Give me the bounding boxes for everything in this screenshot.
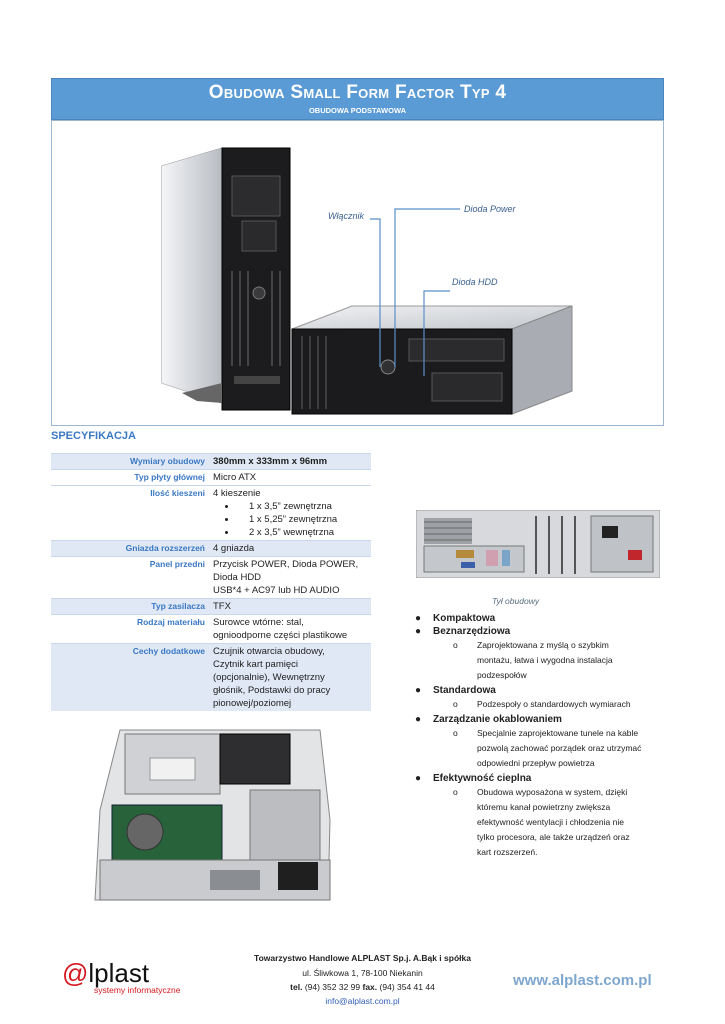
table-row (51, 599, 371, 615)
spec-key: Panel przedni (51, 557, 209, 599)
circle-bullet-icon: o (453, 699, 458, 709)
detail-line: kart rozszerzeń. (477, 847, 538, 857)
logo-tagline: systemy informatyczne (94, 985, 181, 995)
tel-label: tel. (290, 982, 303, 992)
detail-line: tylko procesora, ale także urządzeń oraz (477, 832, 630, 842)
spec-line: Czujnik otwarcia obudowy, (213, 646, 325, 657)
case-rear-photo (416, 510, 660, 578)
rear-caption: Tył obudowy (492, 596, 540, 606)
spec-line: Czytnik kart pamięci (213, 659, 298, 670)
detail-line: Obudowa wyposażona w system, dzięki (477, 787, 628, 797)
spec-line: USB*4 + AC97 lub HD AUDIO (213, 585, 340, 596)
callout-power-button: Włącznik (328, 211, 365, 221)
spec-table (51, 453, 371, 711)
feature-title: Kompaktowa (433, 613, 496, 624)
spec-value (209, 644, 371, 712)
list-item (413, 773, 673, 784)
spec-line: Surowce wtórne: stal, (213, 617, 304, 628)
spec-key: Typ płyty głównej (51, 470, 209, 486)
footer-address: ul. Śliwkowa 1, 78-100 Niekanin (302, 968, 423, 978)
list-item: • 1 x 3,5” zewnętrzna (237, 500, 367, 513)
spec-line: Przycisk POWER, Dioda POWER, (213, 559, 359, 570)
list-item (413, 714, 673, 725)
table-row (51, 615, 371, 644)
feature-title: Efektywność cieplna (433, 773, 532, 784)
detail-line: montażu, łatwa i wygodna instalacja (477, 655, 613, 665)
list-item: • 1 x 5,25” zewnętrzna (237, 513, 367, 526)
logo-at: @ (62, 958, 89, 988)
logo-name: lplast (88, 958, 150, 988)
case-front-photo (52, 121, 663, 425)
detail-line: Zaprojektowana z myślą o szybkim (477, 640, 609, 650)
table-row (51, 541, 371, 557)
circle-bullet-icon: o (453, 640, 458, 650)
bullet-icon: ● (415, 773, 422, 784)
spec-value: TFX (209, 599, 371, 615)
table-row (51, 644, 371, 712)
circle-bullet-icon: o (453, 787, 458, 797)
detail-line: Podzespoły o standardowych wymiarach (477, 699, 631, 709)
table-row (51, 454, 371, 470)
spec-line: Dioda HDD (213, 572, 262, 583)
bullet-icon: ● (415, 613, 422, 624)
bullet-icon: ● (415, 685, 422, 696)
header-banner (51, 78, 664, 120)
feature-title: Beznarzędziowa (433, 626, 511, 637)
spec-value (209, 486, 371, 541)
detail-line: Specjalnie zaprojektowane tunele na kable (477, 728, 639, 738)
spec-value-text: 4 kieszenie (213, 488, 261, 499)
website-link[interactable]: www.alplast.com.pl (513, 972, 652, 989)
spec-key: Cechy dodatkowe (51, 644, 209, 712)
detail-line: któremu kanał powietrzny zwiększa (477, 802, 611, 812)
spec-value (209, 615, 371, 644)
bay-list (213, 500, 367, 539)
list-item (413, 613, 673, 624)
feature-list (413, 611, 673, 860)
spec-key: Wymiary obudowy (51, 454, 209, 470)
spec-value: Micro ATX (209, 470, 371, 486)
list-item (413, 685, 673, 696)
spec-line: ognioodporne części plastikowe (213, 630, 348, 641)
feature-detail (413, 785, 673, 860)
spec-key: Gniazda rozszerzeń (51, 541, 209, 557)
table-row (51, 470, 371, 486)
table-row (51, 486, 371, 541)
spec-line: głośnik, Podstawki do pracy (213, 685, 331, 696)
feature-detail (413, 638, 673, 683)
callout-hdd-led: Dioda HDD (452, 277, 498, 287)
callout-power-led: Dioda Power (464, 204, 516, 214)
spec-key: Typ zasilacza (51, 599, 209, 615)
detail-line: podzespołów (477, 670, 527, 680)
page-subtitle: OBUDOWA PODSTAWOWA (308, 106, 407, 115)
detail-line: pozwolą zachować porządek oraz utrzymać (477, 743, 642, 753)
feature-detail (413, 726, 673, 771)
circle-bullet-icon: o (453, 728, 458, 738)
footer-email-link[interactable]: info@alplast.com.pl (325, 996, 400, 1006)
detail-line: odpowiedni przepływ powietrza (477, 758, 595, 768)
case-interior-photo (90, 720, 335, 905)
list-item (413, 626, 673, 637)
footer-company: Towarzystwo Handlowe ALPLAST Sp.j. A.Bąk i spółka (254, 953, 471, 963)
tel-number: (94) 352 32 99 (304, 982, 361, 992)
detail-line: efektywność wentylacji i chłodzenia nie (477, 817, 624, 827)
fax-label: fax. (362, 982, 378, 992)
table-row (51, 557, 371, 599)
feature-detail (413, 697, 673, 712)
feature-title: Standardowa (433, 685, 496, 696)
spec-heading: SPECYFIKACJA (51, 430, 136, 442)
feature-title: Zarządzanie okablowaniem (433, 714, 562, 725)
spec-line: (opcjonalnie), Wewnętrzny (213, 672, 325, 683)
fax-number: (94) 354 41 44 (379, 982, 435, 992)
spec-key: Rodzaj materiału (51, 615, 209, 644)
spec-key: Ilość kieszeni (51, 486, 209, 541)
bullet-icon: ● (415, 626, 422, 637)
bullet-icon: ● (415, 714, 422, 725)
spec-value (209, 557, 371, 599)
page-title: Obudowa Small Form Factor Typ 4 (208, 82, 507, 103)
product-image-panel (51, 120, 664, 426)
spec-value: 4 gniazda (209, 541, 371, 557)
list-item: • 2 x 3,5” wewnętrzna (237, 526, 367, 539)
spec-line: pionowej/poziomej (213, 698, 292, 709)
spec-value: 380mm x 333mm x 96mm (209, 454, 371, 470)
